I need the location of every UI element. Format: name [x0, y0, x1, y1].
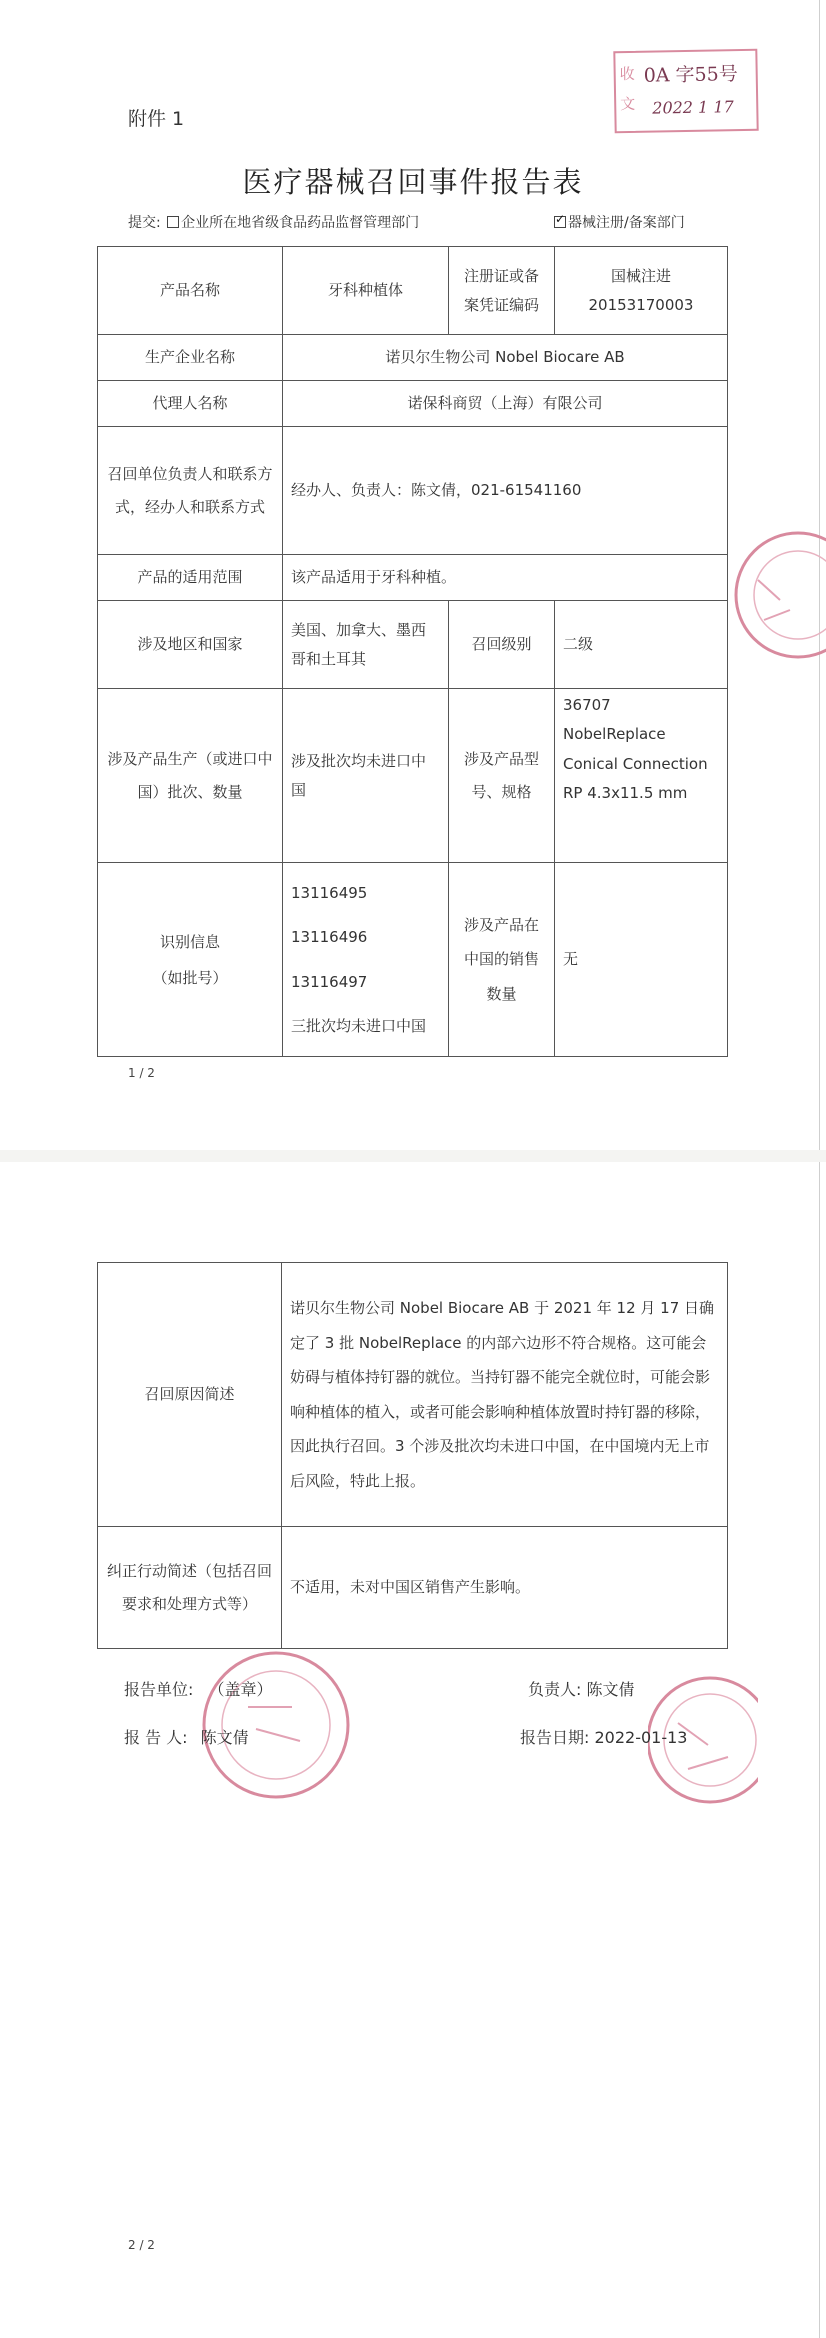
- recall-report-table: [97, 246, 728, 1057]
- reporter-label: 报 告 人:: [124, 1728, 188, 1747]
- responsible-person: [528, 1677, 635, 1700]
- registration-number-label: 注册证或备案凭证编码: [449, 247, 555, 335]
- stamp-date: 2022 1 17: [652, 97, 734, 118]
- lot-number: 13116495: [291, 884, 368, 902]
- manufacturer-value: 诺贝尔生物公司 Nobel Biocare AB: [283, 335, 728, 381]
- submit-option-provincial: 企业所在地省级食品药品监督管理部门: [181, 215, 420, 231]
- checkbox-registration: [554, 216, 566, 228]
- model-value: [555, 689, 728, 863]
- report-date: [520, 1725, 687, 1748]
- corrective-action-value: 不适用，未对中国区销售产生影响。: [282, 1527, 728, 1649]
- region-value: 美国、加拿大、墨西哥和土耳其: [283, 601, 449, 689]
- recall-reason-table: [97, 1262, 728, 1649]
- region-label: 涉及地区和国家: [98, 601, 283, 689]
- report-date-label: 报告日期:: [520, 1728, 590, 1747]
- product-name-value: 牙科种植体: [283, 247, 449, 335]
- page-number-2: 2 / 2: [128, 2238, 155, 2252]
- contact-label: 召回单位负责人和联系方式，经办人和联系方式: [98, 427, 283, 555]
- lot-note: 三批次均未进口中国: [291, 1016, 427, 1035]
- recall-reason-label: 召回原因简述: [98, 1263, 282, 1527]
- china-sales-value: 无: [555, 863, 728, 1057]
- checkbox-provincial: [167, 216, 179, 228]
- responsible-person-label: 负责人:: [528, 1680, 582, 1699]
- report-unit-value: （盖章）: [208, 1680, 273, 1699]
- recall-level-label: 召回级别: [449, 601, 555, 689]
- stamp-left-chars: 收 文: [619, 64, 636, 114]
- page-edge-rule: [819, 1162, 820, 2338]
- identification-values: [283, 863, 449, 1057]
- page-1: [0, 0, 826, 1150]
- identification-label-line: （如批号）: [152, 968, 228, 987]
- reporter: [124, 1725, 249, 1748]
- submit-line-right: [552, 212, 685, 232]
- document-title: 医疗器械召回事件报告表: [242, 165, 584, 199]
- recall-reason-value: 诺贝尔生物公司 Nobel Biocare AB 于 2021 年 12 月 17 日确定了 3 批 NobelReplace 的内部六边形不符合规格。这可能会妨碍与植体持钉器的就位。当持钉器不能完全就位时，可能会影响种植体的植入，或者可能会影响种植体放置时持钉器的移除，因此执行召回。3 个涉及批次均未进口中国，在中国境内无上市后风险，特此上报。: [282, 1263, 728, 1527]
- recall-level-value: 二级: [555, 601, 728, 689]
- identification-label: [98, 863, 283, 1057]
- model-label: 涉及产品型号、规格: [449, 689, 555, 863]
- batch-value: 涉及批次均未进口中国: [283, 689, 449, 863]
- agent-label: 代理人名称: [98, 381, 283, 427]
- batch-label: 涉及产品生产（或进口中国）批次、数量: [98, 689, 283, 863]
- received-stamp: [613, 49, 758, 134]
- model-line: Conical Connection: [563, 754, 708, 773]
- responsible-person-value: 陈文倩: [586, 1680, 635, 1699]
- model-line: RP 4.3x11.5 mm: [563, 783, 688, 802]
- product-name-label: 产品名称: [98, 247, 283, 335]
- report-unit-label: 报告单位:: [124, 1680, 194, 1699]
- lot-number: 13116496: [291, 928, 368, 947]
- agent-value: 诺保科商贸（上海）有限公司: [283, 381, 728, 427]
- reporter-value: 陈文倩: [200, 1728, 249, 1747]
- manufacturer-label: 生产企业名称: [98, 335, 283, 381]
- company-seal-right: [720, 520, 826, 670]
- page-number-1: 1 / 2: [128, 1066, 155, 1080]
- annex-label: 附件 1: [128, 108, 185, 130]
- lot-number: 13116497: [291, 972, 368, 991]
- submit-line: [128, 212, 419, 232]
- model-line: NobelReplace: [563, 725, 666, 744]
- identification-label-line: 识别信息: [159, 932, 220, 951]
- report-unit: [124, 1677, 273, 1700]
- scope-label: 产品的适用范围: [98, 555, 283, 601]
- stamp-number: 0A 字55号: [643, 63, 738, 87]
- report-date-value: 2022-01-13: [594, 1728, 688, 1747]
- submit-prefix: 提交:: [128, 215, 161, 231]
- registration-number-value: 国械注进 20153170003: [555, 247, 728, 335]
- corrective-action-label: 纠正行动简述（包括召回要求和处理方式等）: [98, 1527, 282, 1649]
- contact-value: 经办人、负责人：陈文倩，021-61541160: [283, 427, 728, 555]
- china-sales-label: 涉及产品在中国的销售数量: [449, 863, 555, 1057]
- model-line: 36707: [563, 696, 611, 714]
- scope-value: 该产品适用于牙科种植。: [283, 555, 728, 601]
- submit-option-registration: 器械注册/备案部门: [568, 215, 685, 231]
